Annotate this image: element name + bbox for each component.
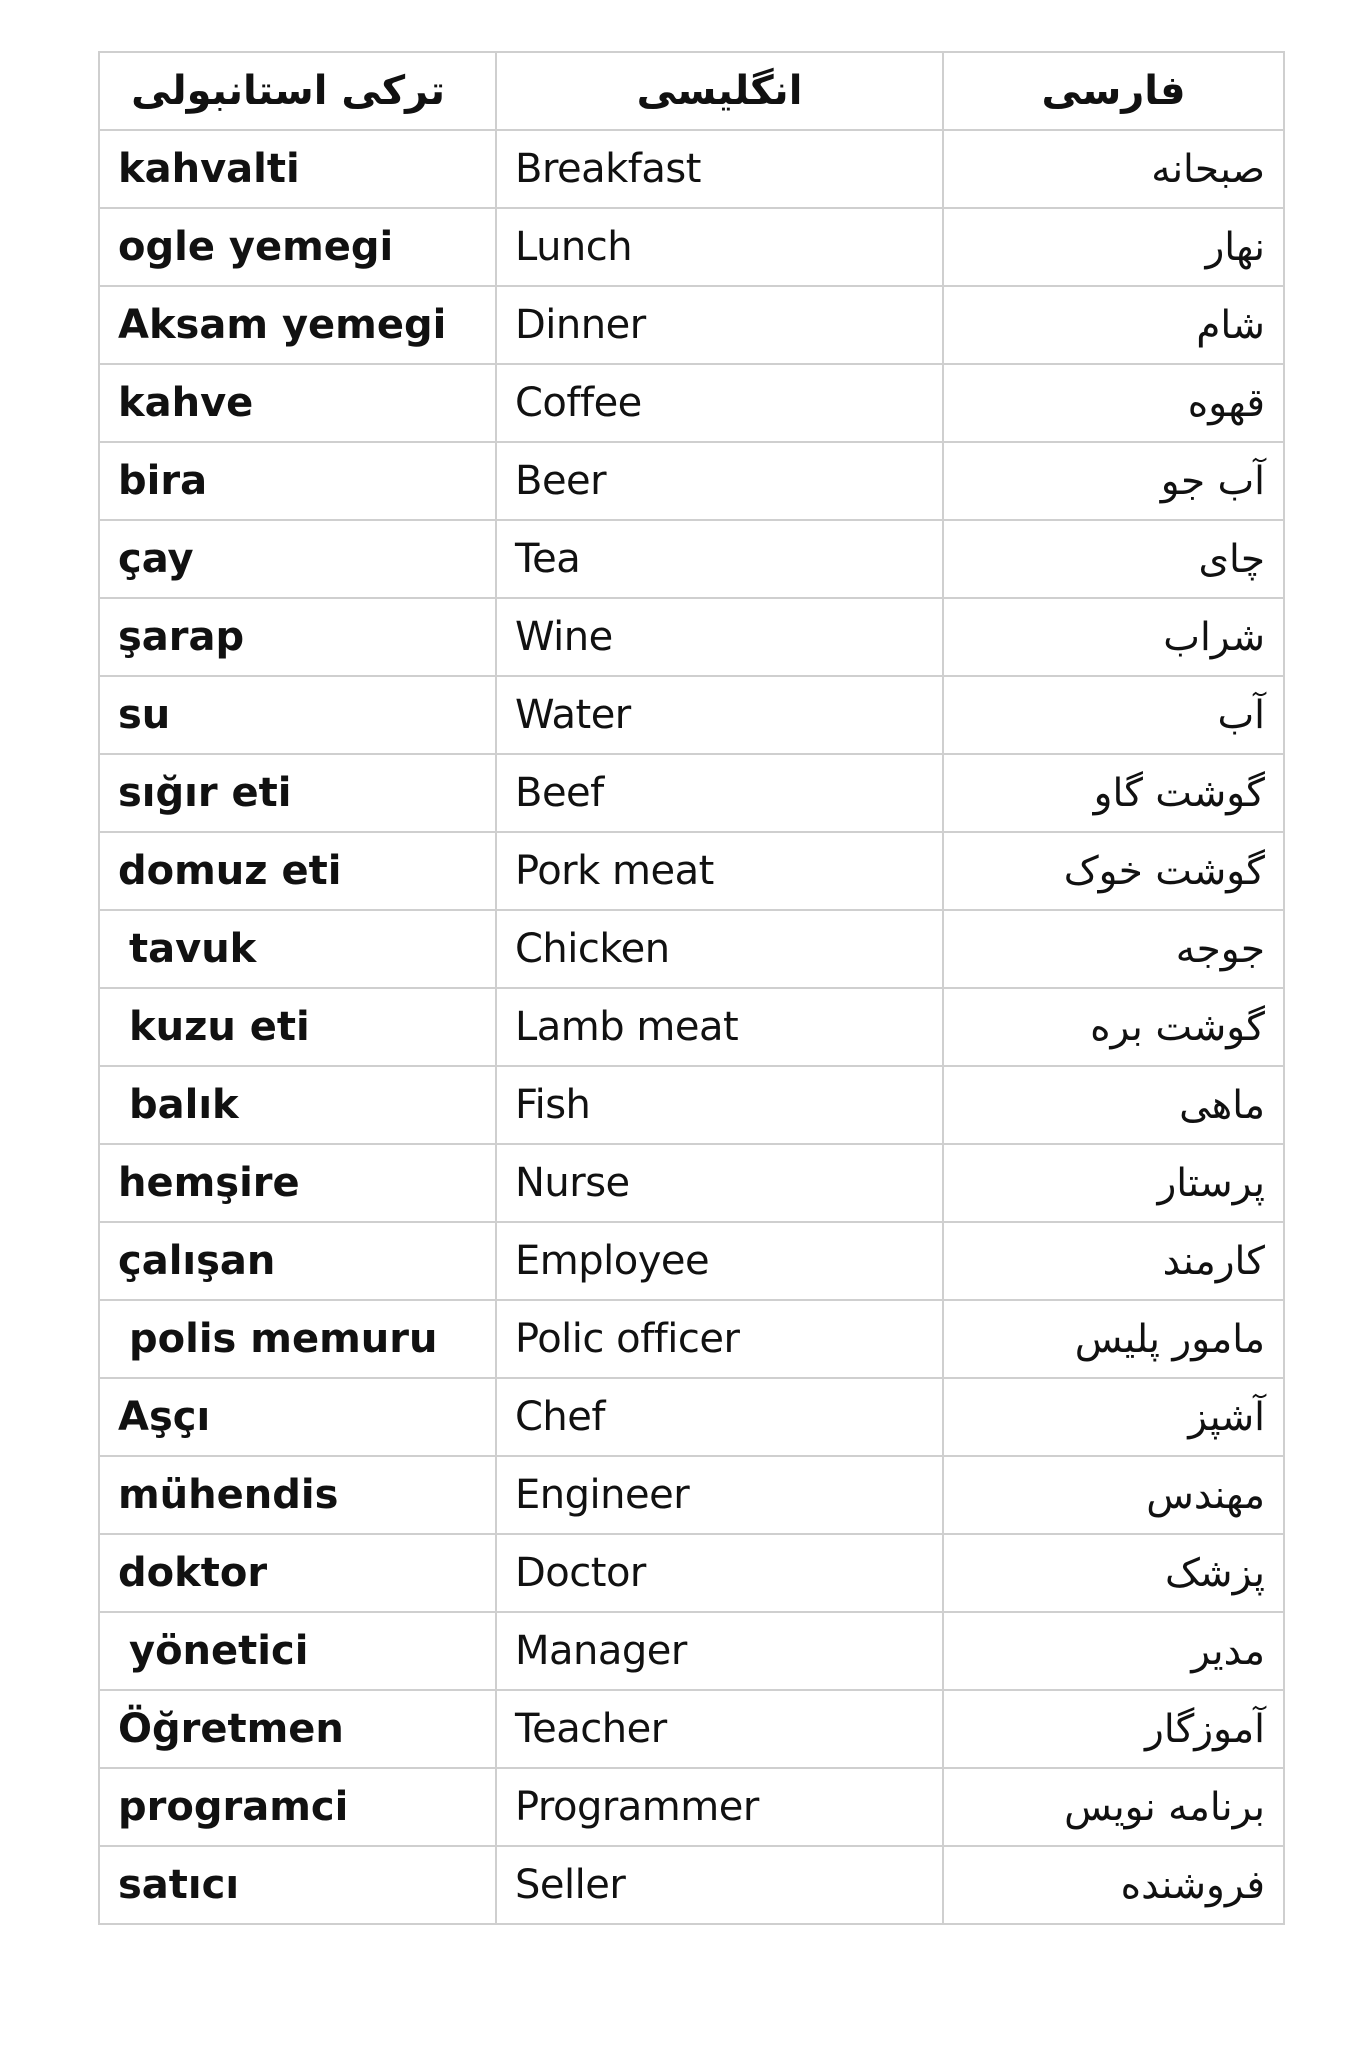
- header-turkish: ترکی استانبولی: [99, 52, 496, 130]
- farsi-word: آب: [943, 676, 1284, 754]
- farsi-word: شام: [943, 286, 1284, 364]
- english-word: Engineer: [496, 1456, 943, 1534]
- turkish-word: çalışan: [99, 1222, 496, 1300]
- turkish-word: sığır eti: [99, 754, 496, 832]
- header-row: [99, 52, 1284, 130]
- table-row: [99, 676, 1284, 754]
- table-body: [99, 130, 1284, 1924]
- table-row: [99, 1066, 1284, 1144]
- farsi-word: آشپز: [943, 1378, 1284, 1456]
- turkish-word: kuzu eti: [99, 988, 496, 1066]
- english-word: Employee: [496, 1222, 943, 1300]
- table-row: [99, 1222, 1284, 1300]
- turkish-word: polis memuru: [99, 1300, 496, 1378]
- turkish-word: hemşire: [99, 1144, 496, 1222]
- table-row: [99, 1300, 1284, 1378]
- english-word: Teacher: [496, 1690, 943, 1768]
- english-word: Doctor: [496, 1534, 943, 1612]
- english-word: Tea: [496, 520, 943, 598]
- farsi-word: فروشنده: [943, 1846, 1284, 1924]
- table-row: [99, 442, 1284, 520]
- farsi-word: چای: [943, 520, 1284, 598]
- farsi-word: آب جو: [943, 442, 1284, 520]
- table-row: [99, 286, 1284, 364]
- turkish-word: tavuk: [99, 910, 496, 988]
- table-row: [99, 598, 1284, 676]
- turkish-word: çay: [99, 520, 496, 598]
- english-word: Dinner: [496, 286, 943, 364]
- farsi-word: پزشک: [943, 1534, 1284, 1612]
- english-word: Chef: [496, 1378, 943, 1456]
- english-word: Seller: [496, 1846, 943, 1924]
- table-row: [99, 1768, 1284, 1846]
- table-row: [99, 910, 1284, 988]
- farsi-word: پرستار: [943, 1144, 1284, 1222]
- english-word: Manager: [496, 1612, 943, 1690]
- turkish-word: ogle yemegi: [99, 208, 496, 286]
- farsi-word: قهوه: [943, 364, 1284, 442]
- english-word: Lunch: [496, 208, 943, 286]
- turkish-word: doktor: [99, 1534, 496, 1612]
- english-word: Fish: [496, 1066, 943, 1144]
- table-row: [99, 130, 1284, 208]
- farsi-word: گوشت گاو: [943, 754, 1284, 832]
- farsi-word: شراب: [943, 598, 1284, 676]
- farsi-word: مامور پلیس: [943, 1300, 1284, 1378]
- farsi-word: کارمند: [943, 1222, 1284, 1300]
- turkish-word: su: [99, 676, 496, 754]
- table-row: [99, 208, 1284, 286]
- vocabulary-table: [98, 51, 1285, 1925]
- farsi-word: برنامه نویس: [943, 1768, 1284, 1846]
- table-row: [99, 1456, 1284, 1534]
- table-row: [99, 1534, 1284, 1612]
- turkish-word: mühendis: [99, 1456, 496, 1534]
- farsi-word: آموزگار: [943, 1690, 1284, 1768]
- english-word: Breakfast: [496, 130, 943, 208]
- table-row: [99, 1846, 1284, 1924]
- table-row: [99, 1690, 1284, 1768]
- turkish-word: Aşçı: [99, 1378, 496, 1456]
- table-row: [99, 1612, 1284, 1690]
- turkish-word: satıcı: [99, 1846, 496, 1924]
- farsi-word: نهار: [943, 208, 1284, 286]
- english-word: Programmer: [496, 1768, 943, 1846]
- turkish-word: domuz eti: [99, 832, 496, 910]
- farsi-word: مهندس: [943, 1456, 1284, 1534]
- table-row: [99, 832, 1284, 910]
- header-english: انگلیسی: [496, 52, 943, 130]
- english-word: Water: [496, 676, 943, 754]
- english-word: Lamb meat: [496, 988, 943, 1066]
- english-word: Beer: [496, 442, 943, 520]
- english-word: Chicken: [496, 910, 943, 988]
- english-word: Pork meat: [496, 832, 943, 910]
- turkish-word: yönetici: [99, 1612, 496, 1690]
- turkish-word: bira: [99, 442, 496, 520]
- english-word: Beef: [496, 754, 943, 832]
- turkish-word: şarap: [99, 598, 496, 676]
- farsi-word: مدیر: [943, 1612, 1284, 1690]
- farsi-word: جوجه: [943, 910, 1284, 988]
- turkish-word: kahve: [99, 364, 496, 442]
- table-row: [99, 364, 1284, 442]
- header-farsi: فارسی: [943, 52, 1284, 130]
- table-row: [99, 520, 1284, 598]
- english-word: Wine: [496, 598, 943, 676]
- english-word: Nurse: [496, 1144, 943, 1222]
- table-row: [99, 988, 1284, 1066]
- turkish-word: Aksam yemegi: [99, 286, 496, 364]
- farsi-word: گوشت خوک: [943, 832, 1284, 910]
- farsi-word: ماهی: [943, 1066, 1284, 1144]
- english-word: Coffee: [496, 364, 943, 442]
- turkish-word: programci: [99, 1768, 496, 1846]
- turkish-word: kahvalti: [99, 130, 496, 208]
- turkish-word: balık: [99, 1066, 496, 1144]
- table-row: [99, 754, 1284, 832]
- table-row: [99, 1144, 1284, 1222]
- farsi-word: صبحانه: [943, 130, 1284, 208]
- table-row: [99, 1378, 1284, 1456]
- turkish-word: Öğretmen: [99, 1690, 496, 1768]
- farsi-word: گوشت بره: [943, 988, 1284, 1066]
- english-word: Polic officer: [496, 1300, 943, 1378]
